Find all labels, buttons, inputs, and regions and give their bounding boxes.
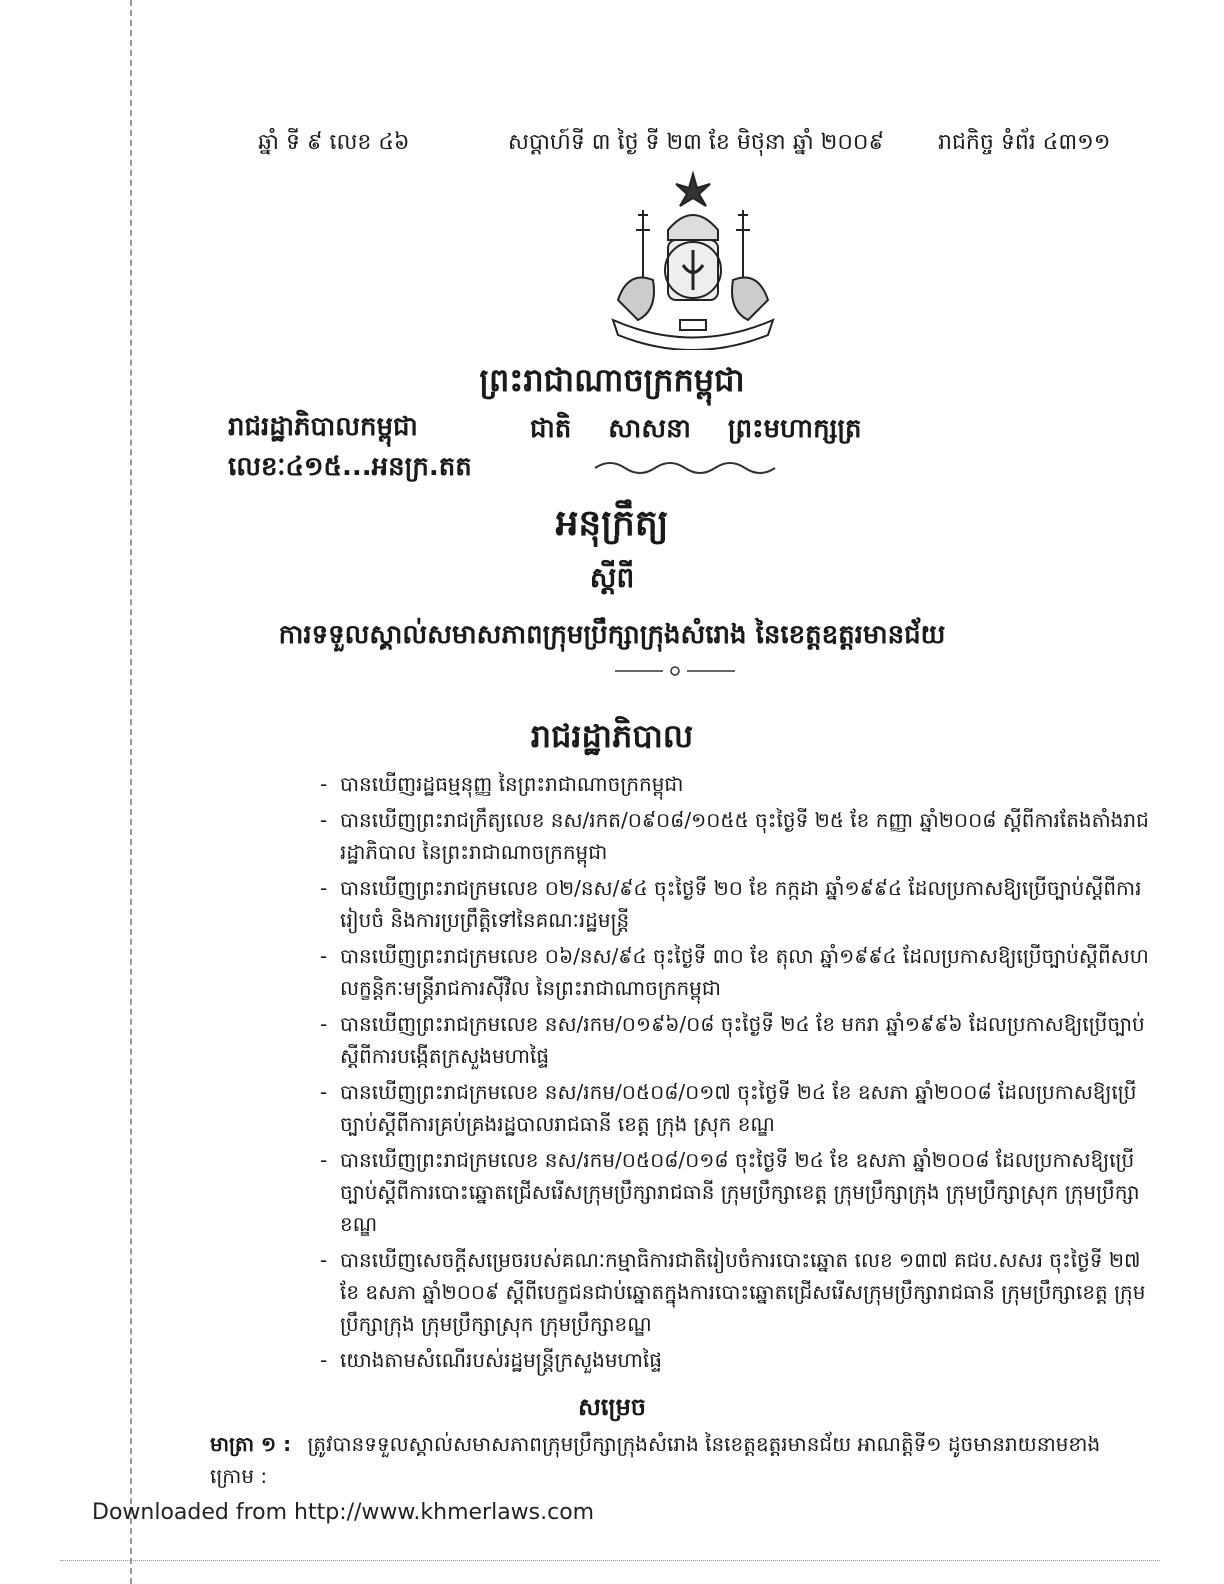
reference-number: លេខៈ៤១៥...អនក្រ.តត	[228, 452, 472, 482]
kingdom-title: ព្រះរាជាណាចក្រកម្ពុជា	[479, 361, 745, 399]
section-divider-icon	[615, 664, 735, 678]
legal-basis-list	[320, 768, 1150, 1380]
decides-heading: សម្រេច	[577, 1393, 647, 1421]
article-text: ត្រូវបានទទួលស្គាល់សមាសភាពក្រុមប្រឹក្សាក្រុងសំរោង នៃខេត្តឧត្តរមានជ័យ អាណត្តិទី១ ដូចមានរាយនាមខាងក្រោម :	[210, 1432, 1101, 1488]
about-label: ស្តីពី	[589, 561, 635, 594]
list-item: - បានឃើញព្រះរាជក្រឹត្យលេខ នស/រកត/០៩០៨/១០៥៥ ចុះថ្ងៃទី ២៥ ខែ កញ្ញា ឆ្នាំ២០០៨ ស្តីពីការតែងតាំងរាជរដ្ឋាភិបាល នៃព្រះរាជាណាចក្រកម្ពុជា	[320, 804, 1150, 868]
binding-margin-line	[130, 0, 132, 1584]
national-motto: ជាតិ សាសនា ព្រះមហាក្សត្រ	[530, 414, 862, 444]
bottom-rule	[60, 1560, 1160, 1561]
list-item: - យោងតាមសំណើរបស់រដ្ឋមន្ត្រីក្រសួងមហាផ្ទៃ	[320, 1344, 1150, 1376]
document-type: អនុក្រឹត្យ	[555, 503, 669, 544]
article-1	[210, 1428, 1130, 1492]
list-item: - បានឃើញរដ្ឋធម្មនុញ្ញ នៃព្រះរាជាណាចក្រកម្ពុជា	[320, 768, 1150, 800]
issuing-body: រាជរដ្ឋាភិបាលកម្ពុជា	[228, 412, 418, 442]
list-item: - បានឃើញព្រះរាជក្រមលេខ នស/រកម/០១៩៦/០៨ ចុះថ្ងៃទី ២៤ ខែ មករា ឆ្នាំ១៩៩៦ ដែលប្រកាសឱ្យប្រើច្បាប់ស្តីពីការបង្កើតក្រសួងមហាផ្ទៃ	[320, 1008, 1150, 1072]
royal-coat-of-arms-icon	[598, 170, 788, 350]
article-label: មាត្រា ១ :	[210, 1432, 292, 1456]
list-item: - បានឃើញព្រះរាជក្រមលេខ នស/រកម/០៥០៨/០១៨ ចុះថ្ងៃទី ២៤ ខែ ឧសភា ឆ្នាំ២០០៨ ដែលប្រកាសឱ្យប្រើច្បាប់ស្តីពីការបោះឆ្នោតជ្រើសរើសក្រុមប្រឹក្សារាជធានី ក្រុមប្រឹក្សាខេត្ត ក្រុមប្រឹក្សាក្រុង ក្រុមប្រឹក្សាស្រុក ក្រុមប្រឹក្សាខណ្ឌ	[320, 1144, 1150, 1240]
list-item: - បានឃើញព្រះរាជក្រមលេខ ០៦/នស/៩៤ ចុះថ្ងៃទី ៣០ ខែ តុលា ឆ្នាំ១៩៩៤ ដែលប្រកាសឱ្យប្រើច្បាប់ស្តីពីសហលក្ខន្តិកៈមន្ត្រីរាជការស៊ីវិល នៃព្រះរាជាណាចក្រកម្ពុជា	[320, 940, 1150, 1004]
list-item: - បានឃើញសេចក្តីសម្រេចរបស់គណៈកម្មាធិការជាតិរៀបចំការបោះឆ្នោត លេខ ១៣៧ គជប.សសរ ចុះថ្ងៃទី ២៧ ខែ ឧសភា ឆ្នាំ២០០៩ ស្តីពីបេក្ខជនជាប់ឆ្នោតក្នុងការបោះឆ្នោតជ្រើសរើសក្រុមប្រឹក្សារាជធានី ក្រុមប្រឹក្សាខេត្ត ក្រុមប្រឹក្សាក្រុង ក្រុមប្រឹក្សាស្រុក ក្រុមប្រឹក្សាខណ្ឌ	[320, 1244, 1150, 1340]
document-subject: ការទទួលស្គាល់សមាសភាពក្រុមប្រឹក្សាក្រុងសំរោង នៃខេត្តឧត្តរមានជ័យ	[278, 620, 946, 650]
download-source-footer: Downloaded from http://www.khmerlaws.com	[92, 1500, 595, 1525]
ornament-divider-icon	[590, 458, 780, 478]
issue-number: ឆ្នាំ ទី ៩ លេខ ៤៦	[258, 130, 410, 155]
issuer-heading: រាជរដ្ឋាភិបាល	[530, 717, 694, 755]
gazette-page-number: រាជកិច្ច ទំព័រ ៤៣១១	[938, 130, 1111, 155]
list-item: - បានឃើញព្រះរាជក្រមលេខ ០២/នស/៩៤ ចុះថ្ងៃទី ២០ ខែ កក្កដា ឆ្នាំ១៩៩៤ ដែលប្រកាសឱ្យប្រើច្បាប់ស្តីពីការរៀបចំ និងការប្រព្រឹត្តិទៅនៃគណៈរដ្ឋមន្ត្រី	[320, 872, 1150, 936]
issue-date: សប្តាហ៍ទី ៣ ថ្ងៃ ទី ២៣ ខែ មិថុនា ឆ្នាំ ២០០៩	[508, 130, 885, 155]
list-item: - បានឃើញព្រះរាជក្រមលេខ នស/រកម/០៥០៨/០១៧ ចុះថ្ងៃទី ២៤ ខែ ឧសភា ឆ្នាំ២០០៨ ដែលប្រកាសឱ្យប្រើច្បាប់ស្តីពីការគ្រប់គ្រងរដ្ឋបាលរាជធានី ខេត្ត ក្រុង ស្រុក ខណ្ឌ	[320, 1076, 1150, 1140]
